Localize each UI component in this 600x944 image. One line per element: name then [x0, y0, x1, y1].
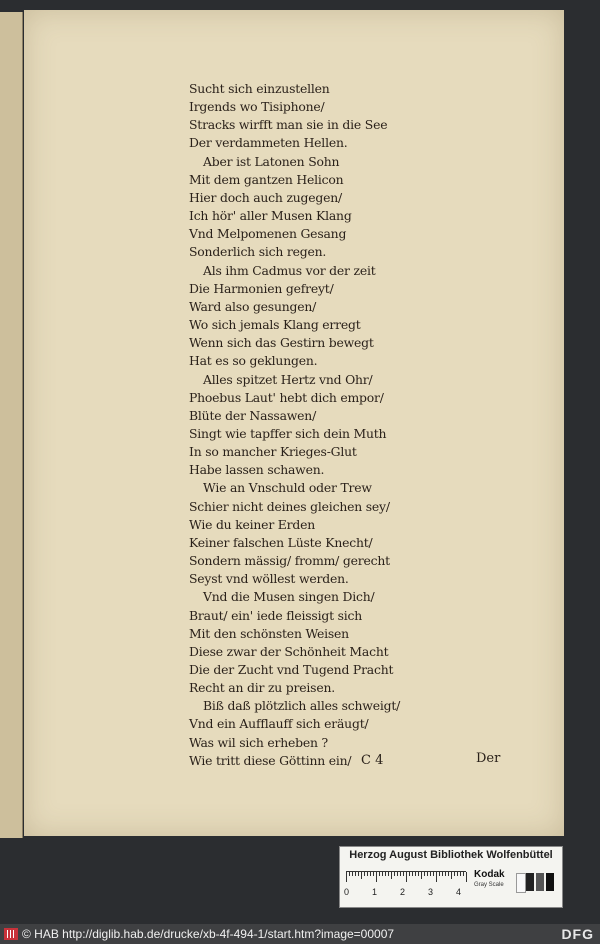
- ruler-title: Herzog August Bibliothek Wolfenbüttel: [349, 849, 553, 861]
- ruler-tick: [451, 872, 452, 879]
- poem-line: Vnd die Musen singen Dich/: [203, 589, 375, 605]
- catchword: Der: [476, 751, 501, 766]
- ruler-tick: [466, 872, 467, 882]
- poem-line: Wie tritt diese Göttinn ein/: [189, 752, 352, 768]
- ruler-tick: [397, 872, 398, 876]
- ruler-tick: [457, 872, 458, 876]
- ruler-tick: [352, 872, 353, 876]
- poem-line: Braut/ ein' iede fleissigt sich: [189, 607, 363, 623]
- signature-mark: C 4: [361, 753, 384, 768]
- ruler-tick: [421, 872, 422, 879]
- ruler-tick: [376, 872, 377, 882]
- ruler-tick: [409, 872, 410, 876]
- poem-line: Die der Zucht vnd Tugend Pracht: [189, 662, 394, 677]
- facing-page-edge: [0, 12, 23, 838]
- poem-line: Recht an dir zu preisen.: [189, 680, 335, 696]
- poem-line: Aber ist Latonen Sohn: [203, 153, 340, 169]
- poem-line: Hier doch auch zugegen/: [189, 189, 343, 205]
- ruler-tick: [433, 872, 434, 876]
- ruler-tick: [430, 872, 431, 876]
- poem-line: Als ihm Cadmus vor der zeit: [203, 262, 376, 278]
- poem-line: In so mancher Krieges-Glut: [189, 444, 357, 460]
- ruler-tick: [442, 872, 443, 876]
- ruler-tick: [370, 872, 371, 876]
- poem-line: Habe lassen schawen.: [189, 462, 325, 478]
- poem-line: Wo sich jemals Klang erregt: [189, 317, 361, 333]
- ruler-tick: [385, 872, 386, 876]
- poem-line: Seyst vnd wöllest werden.: [189, 571, 349, 587]
- ruler-tick: [454, 872, 455, 876]
- ruler-number: 3: [428, 887, 434, 897]
- ruler-number: 1: [372, 887, 378, 897]
- poem-line: Blüte der Nassawen/: [189, 407, 317, 423]
- color-scale-ruler: [339, 846, 563, 908]
- ruler-tick: [427, 872, 428, 876]
- ruler-tick: [373, 872, 374, 876]
- ruler-tick: [436, 872, 437, 882]
- ruler-tick: [412, 872, 413, 876]
- poem-line: Keiner falschen Lüste Knecht/: [189, 534, 373, 550]
- ruler-number: 2: [400, 887, 406, 897]
- ruler-tick: [349, 872, 350, 876]
- poem-line: Wie an Vnschuld oder Trew: [203, 480, 372, 496]
- ruler-tick: [418, 872, 419, 876]
- ruler-tick: [439, 872, 440, 876]
- poem-line: Die Harmonien gefreyt/: [189, 280, 334, 296]
- poem-line: Sucht sich einzustellen: [189, 81, 330, 96]
- poem-line: Alles spitzet Hertz vnd Ohr/: [203, 371, 373, 387]
- poem-line: Stracks wirfft man sie in die See: [189, 117, 388, 133]
- dfg-logo: DFG: [561, 926, 594, 942]
- gray-swatch: [546, 873, 554, 891]
- ruler-scale: [346, 871, 466, 884]
- gray-scale-label: Gray Scale: [474, 882, 504, 888]
- poem-text: [189, 80, 529, 770]
- hab-logo-icon: [4, 928, 18, 940]
- footer-bar: [0, 924, 600, 944]
- ruler-tick: [391, 872, 392, 879]
- ruler-tick: [460, 872, 461, 876]
- poem-line: Der verdammeten Hellen.: [189, 135, 348, 151]
- kodak-label: Kodak: [474, 869, 505, 880]
- ruler-tick: [415, 872, 416, 876]
- poem-line: Phoebus Laut' hebt dich empor/: [189, 389, 384, 405]
- poem-line: Wie du keiner Erden: [189, 516, 315, 532]
- ruler-tick: [424, 872, 425, 876]
- book-page: [24, 10, 564, 836]
- poem-line: Mit den schönsten Weisen: [189, 625, 349, 641]
- poem-line: Vnd Melpomenen Gesang: [189, 226, 347, 242]
- ruler-tick: [355, 872, 356, 876]
- ruler-tick: [445, 872, 446, 876]
- ruler-tick: [388, 872, 389, 876]
- poem-line: Schier nicht deines gleichen sey/: [189, 498, 390, 514]
- ruler-tick: [463, 872, 464, 876]
- ruler-tick: [379, 872, 380, 876]
- poem-line: Ich hör' aller Musen Klang: [189, 208, 352, 224]
- gray-swatch: [536, 873, 544, 891]
- ruler-tick: [346, 872, 347, 882]
- ruler-tick: [361, 872, 362, 879]
- copyright-url[interactable]: © HAB http://diglib.hab.de/drucke/xb-4f-494-1/start.htm?image=00007: [22, 927, 395, 941]
- ruler-number: 4: [456, 887, 462, 897]
- poem-line: Sonderlich sich regen.: [189, 244, 327, 260]
- ruler-tick: [406, 872, 407, 882]
- ruler-tick: [364, 872, 365, 876]
- gray-swatch: [516, 873, 526, 893]
- poem-line: Irgends wo Tisiphone/: [189, 99, 325, 115]
- poem-line: Mit dem gantzen Helicon: [189, 171, 344, 187]
- ruler-tick: [448, 872, 449, 876]
- poem-line: Vnd ein Aufflauff sich eräugt/: [189, 716, 369, 732]
- ruler-tick: [358, 872, 359, 876]
- poem-line: Wenn sich das Gestirn bewegt: [189, 335, 374, 351]
- ruler-tick: [367, 872, 368, 876]
- ruler-tick: [394, 872, 395, 876]
- ruler-number: 0: [344, 887, 350, 897]
- ruler-tick: [382, 872, 383, 876]
- poem-line: Biß daß plötzlich alles schweigt/: [203, 698, 401, 714]
- poem-line: Sondern mässig/ fromm/ gerecht: [189, 553, 390, 569]
- ruler-tick: [400, 872, 401, 876]
- poem-line: Ward also gesungen/: [189, 298, 317, 314]
- poem-line: Hat es so geklungen.: [189, 353, 318, 369]
- poem-line: Was wil sich erheben ?: [189, 734, 328, 750]
- gray-swatch: [526, 873, 534, 891]
- poem-line: Singt wie tapffer sich dein Muth: [189, 425, 387, 441]
- ruler-tick: [403, 872, 404, 876]
- poem-line: Diese zwar der Schönheit Macht: [189, 643, 389, 659]
